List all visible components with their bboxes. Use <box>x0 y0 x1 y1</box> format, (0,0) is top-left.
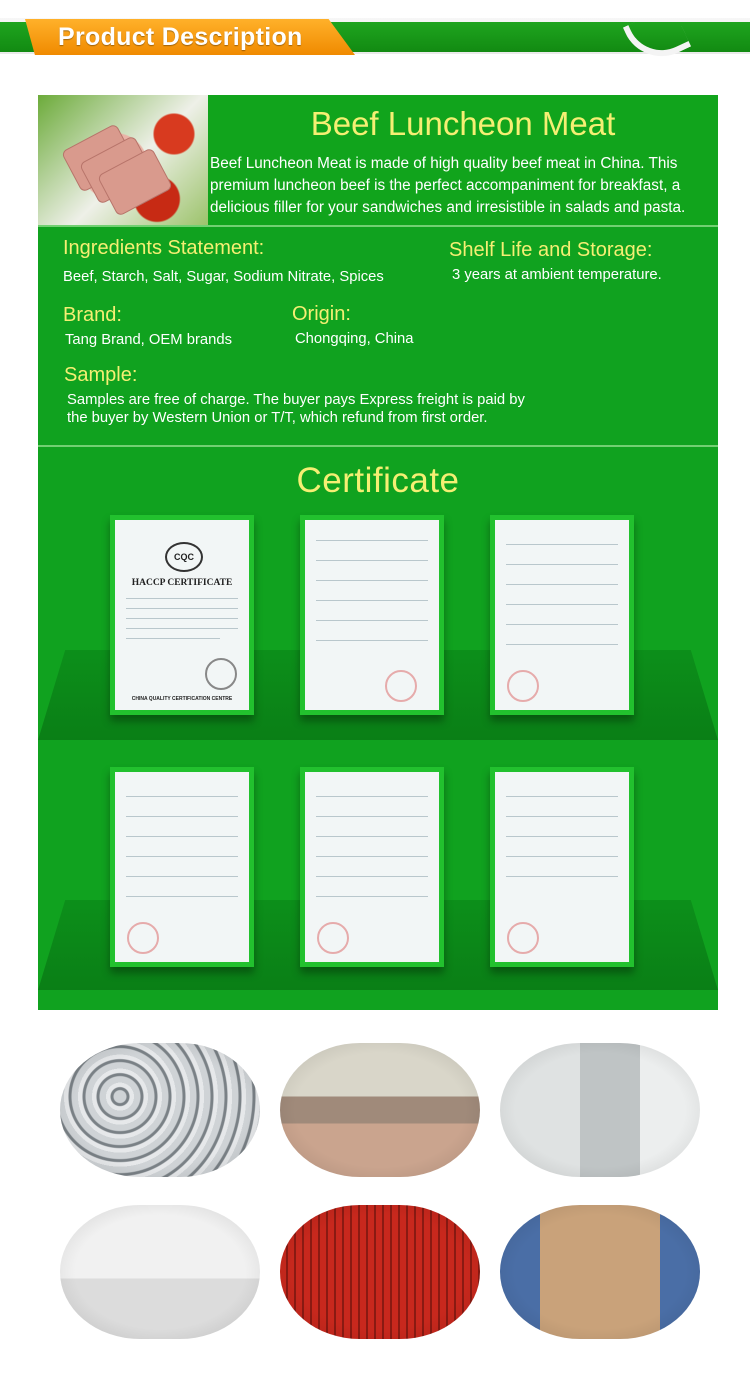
text-line <box>126 608 239 609</box>
seal-icon <box>205 658 237 690</box>
photo-vignette <box>60 1043 260 1177</box>
veterinary-health-certificate[interactable] <box>300 767 444 967</box>
seal-icon <box>507 922 539 954</box>
quality-certificate[interactable] <box>110 767 254 967</box>
text-line <box>506 564 619 565</box>
photo-cans <box>60 1043 260 1177</box>
product-title: Beef Luncheon Meat <box>310 105 616 142</box>
text-line <box>506 816 619 817</box>
text-line <box>506 604 619 605</box>
sample-line: the buyer by Western Union or T/T, which refund from first order. <box>67 410 488 426</box>
text-line <box>126 896 239 897</box>
text-line <box>126 796 239 797</box>
header-title: Product Description <box>58 23 303 51</box>
text-line <box>316 816 429 817</box>
sample-line: Samples are free of charge. The buyer pays Express freight is paid by <box>67 392 525 408</box>
text-line <box>126 618 239 619</box>
photo-vignette <box>500 1205 700 1339</box>
banner-curve-decoration <box>623 5 691 70</box>
certificate-document <box>115 520 249 710</box>
brand-text: Tang Brand, OEM brands <box>65 332 232 348</box>
product-description <box>210 153 720 219</box>
certificate-document <box>305 520 439 710</box>
photo-vignette <box>280 1205 480 1339</box>
text-line <box>316 876 429 877</box>
shelf-life-heading: Shelf Life and Storage: <box>449 239 653 261</box>
text-line <box>126 856 239 857</box>
seal-icon <box>127 922 159 954</box>
cqc-logo: CQC <box>165 542 203 572</box>
description-line: delicious filler for your sandwiches and irresistible in salads and pasta. <box>210 199 686 216</box>
text-line <box>316 796 429 797</box>
text-line <box>316 896 429 897</box>
origin-heading: Origin: <box>292 303 351 325</box>
photo-vignette <box>280 1043 480 1177</box>
cooking-certificate[interactable] <box>490 767 634 967</box>
text-line <box>506 796 619 797</box>
sample-text <box>67 391 525 427</box>
text-line <box>126 876 239 877</box>
photo-warehouse <box>280 1205 480 1339</box>
text-line <box>126 816 239 817</box>
ingredients-text: Beef, Starch, Salt, Sugar, Sodium Nitrate, Spices <box>63 269 384 285</box>
text-line <box>506 544 619 545</box>
section-divider <box>38 225 718 227</box>
text-line <box>126 628 239 629</box>
seal-icon <box>507 670 539 702</box>
product-photo <box>38 95 208 225</box>
text-line <box>126 836 239 837</box>
certificate-document <box>495 772 629 962</box>
certificate-document <box>495 520 629 710</box>
photo-production-line <box>280 1043 480 1177</box>
certificate-document <box>115 772 249 962</box>
description-line: Beef Luncheon Meat is made of high quality beef meat in China. This <box>210 155 678 172</box>
origin-text: Chongqing, China <box>295 331 414 347</box>
section-divider <box>38 445 718 447</box>
shelf-life-text: 3 years at ambient temperature. <box>452 267 662 283</box>
certificate-document <box>305 772 439 962</box>
text-line <box>316 540 429 541</box>
certificate-heading: Certificate <box>296 461 460 500</box>
ingredients-heading: Ingredients Statement: <box>63 237 265 259</box>
haccp-certificate-title: HACCP CERTIFICATE <box>131 578 233 588</box>
product-panel <box>38 95 718 1010</box>
text-line <box>316 580 429 581</box>
text-line <box>506 624 619 625</box>
certificate-haccp[interactable] <box>110 515 254 715</box>
text-line <box>506 856 619 857</box>
text-line <box>126 638 220 639</box>
text-line <box>316 600 429 601</box>
seal-icon <box>317 922 349 954</box>
text-line <box>316 560 429 561</box>
text-line <box>506 584 619 585</box>
text-line <box>126 598 239 599</box>
photo-container-loading <box>500 1205 700 1339</box>
sample-heading: Sample: <box>64 364 138 386</box>
photo-vignette <box>60 1205 260 1339</box>
seal-icon <box>385 670 417 702</box>
photo-processing-workshop <box>500 1043 700 1177</box>
text-line <box>316 856 429 857</box>
description-line: premium luncheon beef is the perfect accompaniment for breakfast, a <box>210 177 681 194</box>
text-line <box>316 836 429 837</box>
health-certificate[interactable] <box>490 515 634 715</box>
photo-laboratory <box>60 1205 260 1339</box>
certificate-of-origin[interactable] <box>300 515 444 715</box>
photo-vignette <box>500 1043 700 1177</box>
haccp-certificate-footer: CHINA QUALITY CERTIFICATION CENTRE <box>131 696 233 702</box>
text-line <box>506 876 619 877</box>
brand-heading: Brand: <box>63 304 122 326</box>
text-line <box>506 836 619 837</box>
text-line <box>316 620 429 621</box>
text-line <box>506 644 619 645</box>
text-line <box>316 640 429 641</box>
product-intro <box>38 95 718 225</box>
